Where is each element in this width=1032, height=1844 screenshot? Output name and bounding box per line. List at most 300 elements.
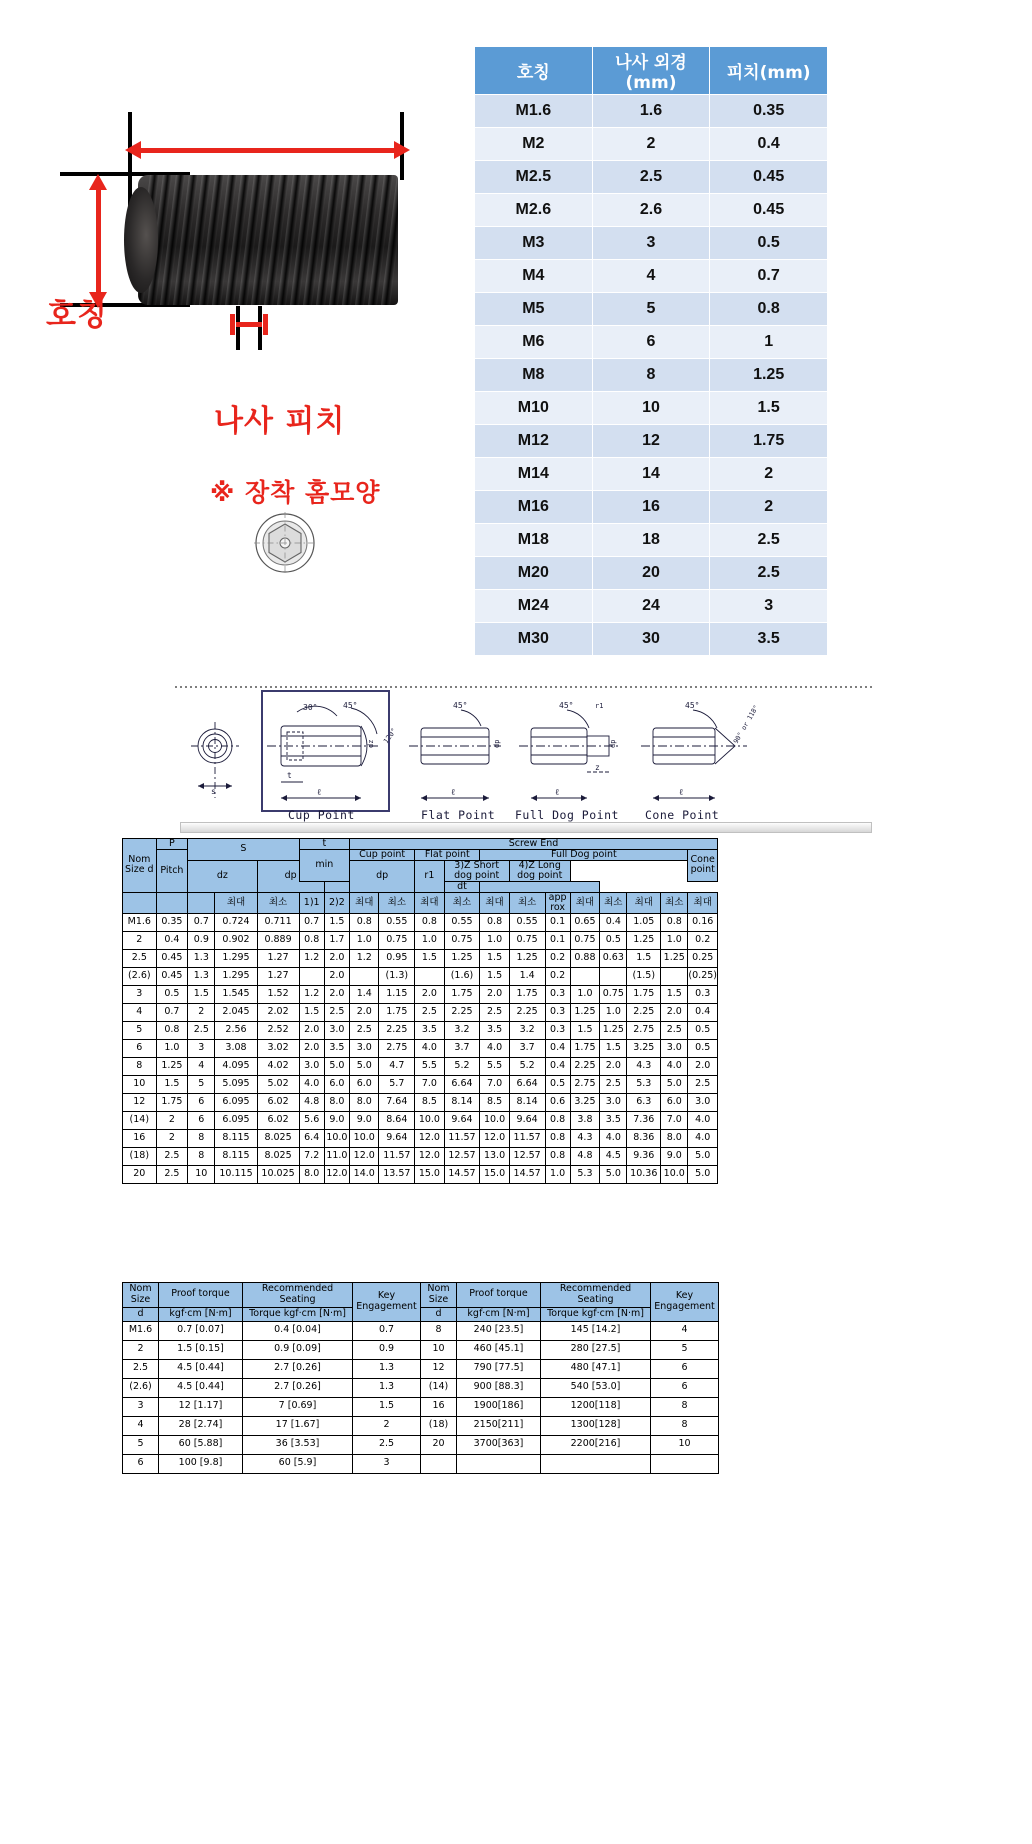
header-full-dog-point: Full Dog point xyxy=(480,849,688,860)
point-label-cone: Cone Point xyxy=(645,808,720,822)
cell-recommended-torque: 36 [3.53] xyxy=(243,1435,353,1454)
table-row xyxy=(123,1111,718,1129)
cell-value: 2.5 xyxy=(480,1003,509,1021)
cell-value: 4.0 xyxy=(480,1039,509,1057)
cell-value: 4 xyxy=(188,1057,215,1075)
cell-nom-size: 5 xyxy=(123,1021,157,1039)
header-p: P xyxy=(156,839,188,850)
svg-text:ℓ: ℓ xyxy=(555,787,560,797)
table-row xyxy=(475,260,828,293)
cell-proof-torque: 12 [1.17] xyxy=(159,1397,243,1416)
pitch-arrow-left xyxy=(230,314,235,335)
cell-nom-size: 5 xyxy=(123,1435,159,1454)
cell-nom-size: (2.6) xyxy=(123,967,157,985)
cell-value: 1.0 xyxy=(480,931,509,949)
cell-value: 1.52 xyxy=(257,985,299,1003)
cell-value: 2.0 xyxy=(480,985,509,1003)
svg-text:45°: 45° xyxy=(559,701,574,710)
cell-nom-size: M1.6 xyxy=(123,913,157,931)
length-arrow-head-left xyxy=(125,141,141,159)
table-row xyxy=(475,161,828,194)
spec-subheader-cell: 최소 xyxy=(600,892,627,913)
cell-proof-torque: 100 [9.8] xyxy=(159,1454,243,1473)
cell-value: 1.545 xyxy=(215,985,257,1003)
cell-value: 2.5 xyxy=(324,1003,349,1021)
cell-value: 0.75 xyxy=(509,931,545,949)
cell-nom-size: 3 xyxy=(123,985,157,1003)
cell-value: 0.9 xyxy=(188,931,215,949)
cell-value: 2.75 xyxy=(627,1021,661,1039)
cell-recommended-torque: 1200[118] xyxy=(541,1397,651,1416)
cell-value: 6.02 xyxy=(257,1111,299,1129)
cell-recommended-torque: 17 [1.67] xyxy=(243,1416,353,1435)
table-row xyxy=(475,623,828,656)
cell-value: 0.16 xyxy=(688,913,718,931)
cell-nom-size: 20 xyxy=(123,1165,157,1183)
cell-value: 0.2 xyxy=(545,967,570,985)
cell-value: 1.295 xyxy=(215,967,257,985)
cell-value: 0.8 xyxy=(545,1129,570,1147)
cell-value: 8.0 xyxy=(661,1129,688,1147)
cell-value: 3.25 xyxy=(570,1093,599,1111)
header-short-dog: 3)Z Short dog point xyxy=(444,860,509,881)
cell-designation: M6 xyxy=(475,326,593,359)
header-nom-size-right: Nom Size xyxy=(421,1283,457,1308)
cell-value: 0.4 xyxy=(545,1039,570,1057)
cell-outer-diameter: 1.6 xyxy=(592,95,710,128)
point-label-cup: Cup Point xyxy=(288,808,355,822)
header-recommended-unit-right: Torque kgf·cm [N·m] xyxy=(541,1307,651,1321)
cell-pitch: 0.7 xyxy=(710,260,828,293)
cell-value: 1.25 xyxy=(661,949,688,967)
header-dp-cup: dp xyxy=(257,860,324,892)
cell-nom-size: 8 xyxy=(421,1321,457,1340)
nominal-label: 호칭 xyxy=(46,297,108,333)
header-recommended-right: Recommended Seating xyxy=(541,1283,651,1308)
pitch-dimension-line xyxy=(236,322,262,327)
spec-subheader-cell xyxy=(188,892,215,913)
cell-value: 10.36 xyxy=(627,1165,661,1183)
cell-value: 0.5 xyxy=(156,985,188,1003)
cell-value: 1.75 xyxy=(156,1093,188,1111)
table-row xyxy=(123,1454,719,1473)
cell-recommended-torque: 145 [14.2] xyxy=(541,1321,651,1340)
cell-outer-diameter: 18 xyxy=(592,524,710,557)
cell-value: 6.0 xyxy=(324,1075,349,1093)
pitch-tick-right xyxy=(258,306,262,350)
spec-subheader-cell xyxy=(156,892,188,913)
cell-value: 14.57 xyxy=(444,1165,480,1183)
header-proof-torque-left: Proof torque xyxy=(159,1283,243,1308)
cell-value: 1.0 xyxy=(570,985,599,1003)
cell-key-engagement: 1.3 xyxy=(353,1378,421,1397)
spec-subheader-cell: 최대 xyxy=(570,892,599,913)
cell-proof-torque: 790 [77.5] xyxy=(457,1359,541,1378)
cell-designation: M5 xyxy=(475,293,593,326)
cell-value: 11.57 xyxy=(379,1147,415,1165)
header-s-spacer xyxy=(324,881,414,892)
cell-value: 1.25 xyxy=(570,1003,599,1021)
spec-subheader-cell: 최대 xyxy=(480,892,509,913)
cell-key-engagement: 8 xyxy=(651,1416,719,1435)
cell-value: 8.0 xyxy=(324,1093,349,1111)
header-min: min xyxy=(299,849,349,881)
cell-recommended-torque xyxy=(541,1454,651,1473)
cell-value: 1.75 xyxy=(570,1039,599,1057)
cell-value: 0.45 xyxy=(156,967,188,985)
cell-value: 1.0 xyxy=(600,1003,627,1021)
cell-value: 2.5 xyxy=(415,1003,444,1021)
cell-value: 1.27 xyxy=(257,949,299,967)
cell-outer-diameter: 5 xyxy=(592,293,710,326)
cell-value: 0.55 xyxy=(509,913,545,931)
header-long-dog: 4)Z Long dog point xyxy=(509,860,570,881)
cell-value: 0.3 xyxy=(545,1021,570,1039)
cell-outer-diameter: 16 xyxy=(592,491,710,524)
cell-value: 0.6 xyxy=(545,1093,570,1111)
cell-value: 0.3 xyxy=(688,985,718,1003)
cell-nom-size: (18) xyxy=(421,1416,457,1435)
cell-value: 1.25 xyxy=(600,1021,627,1039)
header-outer-diameter: 나사 외경(mm) xyxy=(592,47,710,95)
header-r1: r1 xyxy=(415,860,444,892)
cell-value: 2.56 xyxy=(215,1021,257,1039)
header-dt: dt xyxy=(444,881,480,892)
cell-value: 2.25 xyxy=(379,1021,415,1039)
cell-value: 5.0 xyxy=(350,1057,379,1075)
cell-value: 12.0 xyxy=(415,1129,444,1147)
cell-value: 1.05 xyxy=(627,913,661,931)
cell-value: 0.8 xyxy=(350,913,379,931)
thread-size-table-container xyxy=(474,46,828,656)
cell-value: (1.5) xyxy=(627,967,661,985)
cell-value: 11.57 xyxy=(444,1129,480,1147)
cell-value: 5.3 xyxy=(627,1075,661,1093)
strip-divider-bar xyxy=(180,822,872,833)
cell-key-engagement: 2.5 xyxy=(353,1435,421,1454)
cell-value: 0.8 xyxy=(545,1147,570,1165)
cell-value: 8.36 xyxy=(627,1129,661,1147)
cell-value: 2.045 xyxy=(215,1003,257,1021)
cell-designation: M4 xyxy=(475,260,593,293)
svg-text:dp: dp xyxy=(609,739,617,748)
torque-table-container xyxy=(122,1282,718,1474)
cell-value: 5.2 xyxy=(509,1057,545,1075)
cell-value: 2.0 xyxy=(661,1003,688,1021)
cell-value: 8 xyxy=(188,1147,215,1165)
cell-recommended-torque: 2.7 [0.26] xyxy=(243,1378,353,1397)
cell-value: 0.8 xyxy=(415,913,444,931)
cell-value: 2.75 xyxy=(570,1075,599,1093)
header-designation: 호칭 xyxy=(475,47,593,95)
cell-designation: M10 xyxy=(475,392,593,425)
cell-value: 0.5 xyxy=(600,931,627,949)
cell-value: 3.7 xyxy=(444,1039,480,1057)
table-row xyxy=(475,557,828,590)
cell-outer-diameter: 3 xyxy=(592,227,710,260)
cell-value: 1.7 xyxy=(324,931,349,949)
cell-value: 3.8 xyxy=(570,1111,599,1129)
cell-value: 4.02 xyxy=(257,1057,299,1075)
cell-value: 0.75 xyxy=(379,931,415,949)
cell-key-engagement: 1.5 xyxy=(353,1397,421,1416)
cell-pitch: 1.25 xyxy=(710,359,828,392)
cell-nom-size: (2.6) xyxy=(123,1378,159,1397)
cell-nom-size: 4 xyxy=(123,1003,157,1021)
cell-value: 1.25 xyxy=(444,949,480,967)
cell-outer-diameter: 6 xyxy=(592,326,710,359)
cell-nom-size: (18) xyxy=(123,1147,157,1165)
cell-value: 3.5 xyxy=(480,1021,509,1039)
cell-outer-diameter: 10 xyxy=(592,392,710,425)
set-screw-image xyxy=(138,175,398,305)
header-proof-torque-right: Proof torque xyxy=(457,1283,541,1308)
cell-value: 4.0 xyxy=(600,1129,627,1147)
length-arrow-head-right xyxy=(394,141,410,159)
cell-proof-torque: 1.5 [0.15] xyxy=(159,1340,243,1359)
cell-key-engagement: 4 xyxy=(651,1321,719,1340)
thread-size-table-body xyxy=(475,95,828,656)
cell-key-engagement: 0.9 xyxy=(353,1340,421,1359)
spec-subheader-cell: 최대 xyxy=(415,892,444,913)
cell-value: 1.25 xyxy=(627,931,661,949)
cell-value: 2.0 xyxy=(299,1039,324,1057)
cell-value: 1.27 xyxy=(257,967,299,985)
cell-proof-torque: 60 [5.88] xyxy=(159,1435,243,1454)
cell-proof-torque: 4.5 [0.44] xyxy=(159,1359,243,1378)
cell-value: 4.7 xyxy=(379,1057,415,1075)
cell-value: 1.2 xyxy=(299,985,324,1003)
cell-value: 8.64 xyxy=(379,1111,415,1129)
cell-value: 3 xyxy=(188,1039,215,1057)
cell-proof-torque: 460 [45.1] xyxy=(457,1340,541,1359)
table-row xyxy=(475,128,828,161)
cell-value: 1.5 xyxy=(156,1075,188,1093)
header-dz: dz xyxy=(188,860,257,892)
cell-value: 6.64 xyxy=(509,1075,545,1093)
cell-value: 4.5 xyxy=(600,1147,627,1165)
cell-nom-size: 10 xyxy=(421,1340,457,1359)
cell-value: 3.5 xyxy=(324,1039,349,1057)
table-row xyxy=(123,967,718,985)
cell-pitch: 1 xyxy=(710,326,828,359)
table-row xyxy=(123,1003,718,1021)
cell-pitch: 0.4 xyxy=(710,128,828,161)
cell-value: 0.889 xyxy=(257,931,299,949)
cell-pitch: 0.5 xyxy=(710,227,828,260)
cell-proof-torque: 240 [23.5] xyxy=(457,1321,541,1340)
cell-value: 0.8 xyxy=(545,1111,570,1129)
cell-value xyxy=(299,967,324,985)
cell-value: 10.0 xyxy=(480,1111,509,1129)
cell-value: (1.3) xyxy=(379,967,415,985)
cell-pitch: 3 xyxy=(710,590,828,623)
cell-key-engagement: 2 xyxy=(353,1416,421,1435)
cell-value: 3.0 xyxy=(350,1039,379,1057)
svg-text:30°: 30° xyxy=(303,703,318,712)
cell-key-engagement: 6 xyxy=(651,1378,719,1397)
table-row xyxy=(475,524,828,557)
cell-value: 2.25 xyxy=(570,1057,599,1075)
table-row xyxy=(475,392,828,425)
cell-value: 3.0 xyxy=(688,1093,718,1111)
cell-value: 12.0 xyxy=(480,1129,509,1147)
cell-value xyxy=(415,967,444,985)
cell-proof-torque xyxy=(457,1454,541,1473)
cell-key-engagement: 10 xyxy=(651,1435,719,1454)
table-row xyxy=(475,458,828,491)
cell-proof-torque: 28 [2.74] xyxy=(159,1416,243,1435)
cell-value: 0.902 xyxy=(215,931,257,949)
cell-value: 4.3 xyxy=(627,1057,661,1075)
cell-value: 1.5 xyxy=(570,1021,599,1039)
table-row xyxy=(123,949,718,967)
cell-recommended-torque: 7 [0.69] xyxy=(243,1397,353,1416)
cell-value: 5.5 xyxy=(415,1057,444,1075)
cell-value: 5.0 xyxy=(688,1165,718,1183)
svg-text:r1: r1 xyxy=(595,702,604,710)
cell-value: 7.0 xyxy=(480,1075,509,1093)
cell-value: 6 xyxy=(188,1093,215,1111)
cell-value: 1.5 xyxy=(480,967,509,985)
cell-value: 0.4 xyxy=(600,913,627,931)
cell-value: 0.4 xyxy=(688,1003,718,1021)
header-screw-end: Screw End xyxy=(350,839,718,850)
cell-value: 2.0 xyxy=(299,1021,324,1039)
svg-text:z: z xyxy=(595,763,600,772)
cell-designation: M2 xyxy=(475,128,593,161)
cell-value: 0.88 xyxy=(570,949,599,967)
cell-nom-size: 12 xyxy=(123,1093,157,1111)
cell-value: 0.5 xyxy=(545,1075,570,1093)
table-row xyxy=(123,1075,718,1093)
cell-value: 5.5 xyxy=(480,1057,509,1075)
cell-value: 11.0 xyxy=(324,1147,349,1165)
header-d-right: d xyxy=(421,1307,457,1321)
cell-value: 0.75 xyxy=(600,985,627,1003)
cell-value: 8.0 xyxy=(350,1093,379,1111)
cell-pitch: 2 xyxy=(710,491,828,524)
cell-value: 1.0 xyxy=(415,931,444,949)
cell-designation: M20 xyxy=(475,557,593,590)
cell-value: 3.2 xyxy=(509,1021,545,1039)
table-row xyxy=(123,1093,718,1111)
cell-value: 1.5 xyxy=(627,949,661,967)
cell-value: 0.63 xyxy=(600,949,627,967)
nominal-dimension-line xyxy=(96,188,101,296)
table-row xyxy=(123,1416,719,1435)
spec-subheader-cell: 최대 xyxy=(688,892,718,913)
cell-value: 10.0 xyxy=(415,1111,444,1129)
cell-proof-torque: 1900[186] xyxy=(457,1397,541,1416)
svg-text:ℓ: ℓ xyxy=(317,787,322,797)
cell-value xyxy=(570,967,599,985)
svg-text:45°: 45° xyxy=(453,701,468,710)
cell-outer-diameter: 30 xyxy=(592,623,710,656)
cell-value: 2 xyxy=(156,1129,188,1147)
spec-subheader-cell: 2)2 xyxy=(324,892,349,913)
cell-value: (0.25) xyxy=(688,967,718,985)
cell-value: 9.0 xyxy=(661,1147,688,1165)
cell-value: 3.0 xyxy=(600,1093,627,1111)
cell-value: 3.0 xyxy=(324,1021,349,1039)
cell-value: 15.0 xyxy=(415,1165,444,1183)
cell-value: 0.35 xyxy=(156,913,188,931)
cell-designation: M1.6 xyxy=(475,95,593,128)
spec-subheader-cell: 최소 xyxy=(257,892,299,913)
cell-value: 1.0 xyxy=(661,931,688,949)
spec-subheader-cell xyxy=(123,892,157,913)
cell-designation: M2.5 xyxy=(475,161,593,194)
cell-value: 5.3 xyxy=(570,1165,599,1183)
header-pitch-col: Pitch xyxy=(156,849,188,892)
screw-threads xyxy=(138,175,398,305)
header-recommended-left: Recommended Seating xyxy=(243,1283,353,1308)
header-key-engagement-left: Key Engagement xyxy=(353,1283,421,1322)
cell-value: 1.2 xyxy=(299,949,324,967)
table-row xyxy=(123,1321,719,1340)
hex-socket-diagram xyxy=(254,512,316,574)
cell-nom-size: 2 xyxy=(123,1340,159,1359)
cell-value: 6.095 xyxy=(215,1111,257,1129)
cell-value: 2.25 xyxy=(444,1003,480,1021)
cell-value: 9.0 xyxy=(350,1111,379,1129)
cell-value: 2.02 xyxy=(257,1003,299,1021)
table-row xyxy=(123,1359,719,1378)
cell-value: 14.57 xyxy=(509,1165,545,1183)
cell-value: 5.7 xyxy=(379,1075,415,1093)
table-row xyxy=(475,227,828,260)
cell-value: 3.5 xyxy=(415,1021,444,1039)
cell-value: 0.75 xyxy=(570,931,599,949)
cell-value: 3.08 xyxy=(215,1039,257,1057)
table-row xyxy=(475,425,828,458)
cell-value: 8.115 xyxy=(215,1129,257,1147)
cell-value: 1.3 xyxy=(188,949,215,967)
cell-recommended-torque: 0.9 [0.09] xyxy=(243,1340,353,1359)
cell-value: 2.5 xyxy=(600,1075,627,1093)
cell-proof-torque: 4.5 [0.44] xyxy=(159,1378,243,1397)
cell-value: 4.3 xyxy=(570,1129,599,1147)
svg-text:t: t xyxy=(287,771,292,780)
cell-outer-diameter: 8 xyxy=(592,359,710,392)
cell-nom-size: (14) xyxy=(123,1111,157,1129)
cell-value: 2.5 xyxy=(350,1021,379,1039)
cell-value: 3.7 xyxy=(509,1039,545,1057)
cell-outer-diameter: 2.5 xyxy=(592,161,710,194)
cell-value: 0.75 xyxy=(444,931,480,949)
cell-value: 6.0 xyxy=(661,1093,688,1111)
thread-size-table xyxy=(474,46,828,656)
svg-text:90° or 118°: 90° or 118° xyxy=(731,703,761,745)
cell-value: 15.0 xyxy=(480,1165,509,1183)
cell-value: 11.57 xyxy=(509,1129,545,1147)
cell-value xyxy=(600,967,627,985)
table-row xyxy=(123,1378,719,1397)
table-row xyxy=(123,1397,719,1416)
cell-value: 12.0 xyxy=(415,1147,444,1165)
table-row xyxy=(123,1039,718,1057)
cell-recommended-torque: 280 [27.5] xyxy=(541,1340,651,1359)
cell-value: 4.8 xyxy=(570,1147,599,1165)
cell-value: 7.0 xyxy=(415,1075,444,1093)
cell-value: 1.2 xyxy=(350,949,379,967)
cell-key-engagement: 5 xyxy=(651,1340,719,1359)
point-label-flat: Flat Point xyxy=(421,808,496,822)
cell-value: 8.025 xyxy=(257,1129,299,1147)
cell-value: 10.0 xyxy=(350,1129,379,1147)
spec-subheader-cell: 최소 xyxy=(444,892,480,913)
